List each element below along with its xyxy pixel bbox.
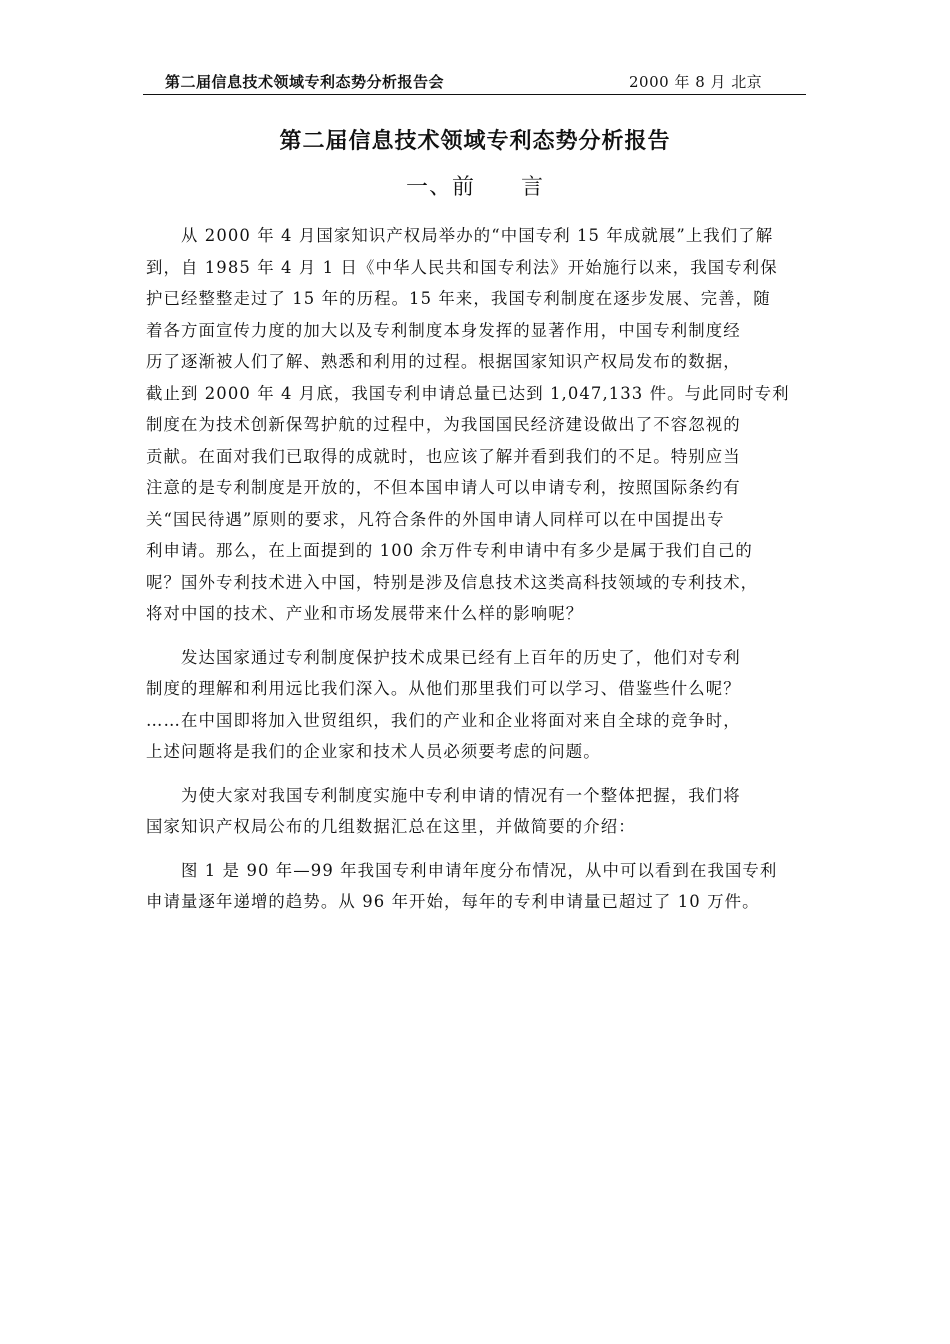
text-line: ……在中国即将加入世贸组织，我们的产业和企业将面对来自全球的竞争时， <box>146 710 741 730</box>
text-line: 到，自 1985 年 4 月 1 日《中华人民共和国专利法》开始施行以来，我国专利保 <box>146 257 778 277</box>
text-line: 上述问题将是我们的企业家和技术人员必须要考虑的问题。 <box>146 742 601 761</box>
text-line: 历了逐渐被人们了解、熟悉和利用的过程。根据国家知识产权局发布的数据， <box>146 352 741 371</box>
text-line: 发达国家通过专利制度保护技术成果已经有上百年的历史了，他们对专利 <box>181 647 741 667</box>
text-line: 呢？国外专利技术进入中国，特别是涉及信息技术这类高科技领域的专利技术， <box>146 572 759 592</box>
header-date-location: 2000 年 8 月 北京 <box>629 73 763 91</box>
header-conference-title: 第二届信息技术领域专利态势分析报告会 <box>165 73 445 91</box>
paragraph <box>146 642 808 768</box>
text-line: 将对中国的技术、产业和市场发展带来什么样的影响呢？ <box>146 604 584 623</box>
text-line: 为使大家对我国专利制度实施中专利申请的情况有一个整体把握，我们将 <box>181 785 741 805</box>
text-line: 利申请。那么，在上面提到的 100 余万件专利申请中有多少是属于我们自己的 <box>146 541 753 560</box>
text-line: 关“国民待遇”原则的要求，凡符合条件的外国申请人同样可以在中国提出专 <box>146 509 725 529</box>
text-line: 贡献。在面对我们已取得的成就时，也应该了解并看到我们的不足。特别应当 <box>146 446 741 466</box>
body-text <box>146 220 808 930</box>
running-header <box>143 68 806 95</box>
section-heading <box>0 170 950 201</box>
text-line: 制度的理解和利用远比我们深入。从他们那里我们可以学习、借鉴些什么呢？ <box>146 679 741 698</box>
paragraph <box>146 780 808 843</box>
text-line: 图 1 是 90 年—99 年我国专利申请年度分布情况，从中可以看到在我国专利 <box>181 860 778 880</box>
paragraph <box>146 855 808 918</box>
text-line: 制度在为技术创新保驾护航的过程中，为我国国民经济建设做出了不容忽视的 <box>146 415 741 434</box>
text-line: 申请量逐年递增的趋势。从 96 年开始，每年的专利申请量已超过了 10 万件。 <box>146 892 760 911</box>
text-line: 国家知识产权局公布的几组数据汇总在这里，并做简要的介绍： <box>146 817 636 836</box>
section-heading-number: 一、前 <box>405 175 475 200</box>
section-heading-word: 言 <box>521 175 545 200</box>
text-line: 注意的是专利制度是开放的，不但本国申请人可以申请专利，按照国际条约有 <box>146 478 741 497</box>
text-line: 从 2000 年 4 月国家知识产权局举办的“中国专利 15 年成就展”上我们了解 <box>181 226 774 245</box>
paragraph <box>146 220 808 630</box>
text-line: 截止到 2000 年 4 月底，我国专利申请总量已达到 1,047,133 件。与此同时专利 <box>146 383 790 403</box>
text-line: 护已经整整走过了 15 年的历程。15 年来，我国专利制度在逐步发展、完善，随 <box>146 289 771 308</box>
text-line: 着各方面宣传力度的加大以及专利制度本身发挥的显著作用，中国专利制度经 <box>146 320 741 340</box>
document-title: 第二届信息技术领域专利态势分析报告 <box>279 128 671 154</box>
